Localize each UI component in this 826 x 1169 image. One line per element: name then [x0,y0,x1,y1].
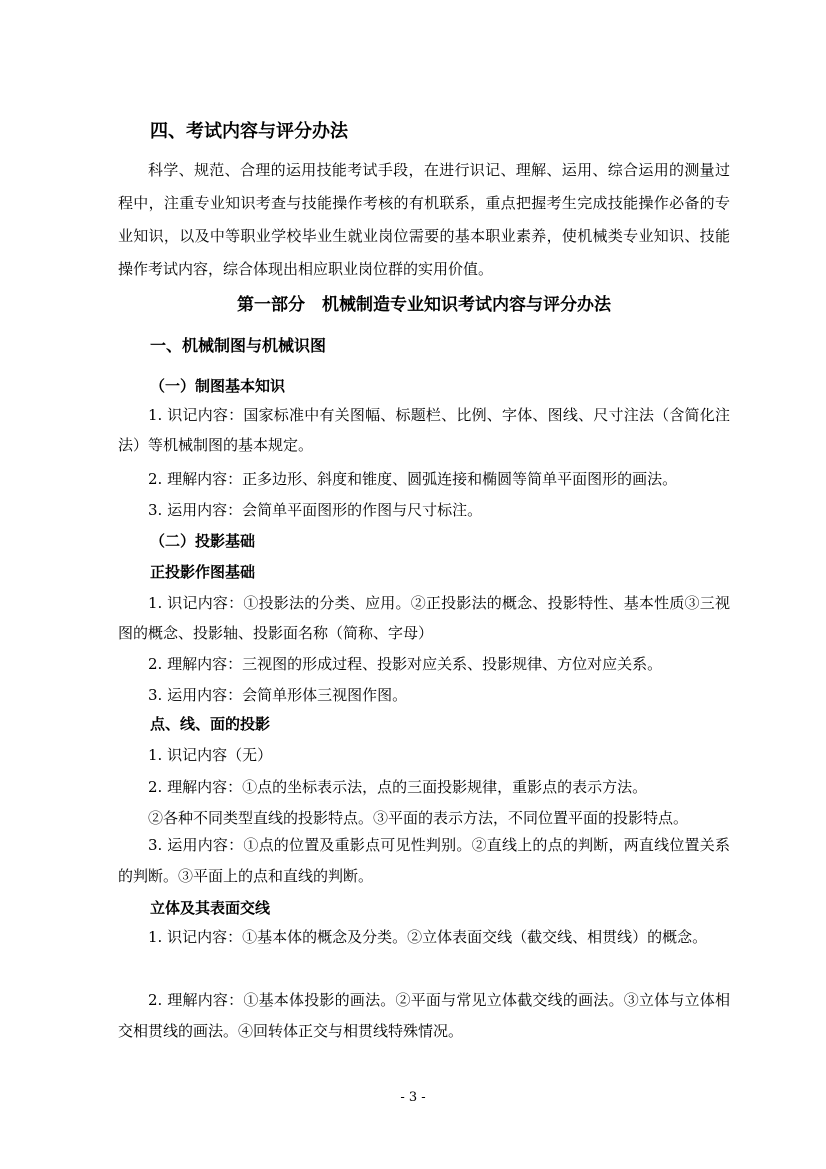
group-title-1: 正投影作图基础 [150,563,256,581]
page-number: - 3 - [400,1090,426,1105]
paragraph-3-2: 2. 理解内容：①点的坐标表示法，点的三面投影规律，重影点的表示方法。 [148,778,648,796]
group-title-3: 立体及其表面交线 [150,899,271,917]
part-title: 第一部分 机械制造专业知识考试内容与评分办法 [237,295,611,315]
paragraph-1-2: 2. 理解内容：正多边形、斜度和锥度、圆弧连接和椭圆等简单平面图形的画法。 [148,470,678,488]
subsection-title-2: （二）投影基础 [150,532,256,550]
paragraph-3-1: 1. 识记内容（无） [148,746,273,764]
chapter-title: 一、机械制图与机械识图 [150,336,327,355]
group-title-2: 点、线、面的投影 [150,715,271,733]
paragraph-1-1: 1. 识记内容：国家标准中有关图幅、标题栏、比例、字体、图线、尺寸注法（含简化注法）等机械制图的基本规定。 [118,406,730,454]
paragraph-2-3: 3. 运用内容：会简单形体三视图作图。 [148,686,408,704]
paragraph-4-1: 1. 识记内容：①基本体的概念及分类。②立体表面交线（截交线、相贯线）的概念。 [148,928,708,946]
paragraph-2-2: 2. 理解内容：三视图的形成过程、投影对应关系、投影规律、方位对应关系。 [148,655,663,673]
paragraph-3-2b: ②各种不同类型直线的投影特点。③平面的表示方法，不同位置平面的投影特点。 [148,809,689,827]
paragraph-3-3: 3. 运用内容：①点的位置及重影点可见性判别。②直线上的点的判断，两直线位置关系的判断。③平面上的点和直线的判断。 [118,836,730,885]
paragraph-1-3: 3. 运用内容：会简单平面图形的作图与尺寸标注。 [148,501,483,519]
paragraph-4-2: 2. 理解内容：①基本体投影的画法。②平面与常见立体截交线的画法。③立体与立体相交相贯线的画法。④回转体正交与相贯线特殊情况。 [118,991,730,1040]
section-title: 四、考试内容与评分办法 [150,121,348,142]
paragraph-2-1: 1. 识记内容：①投影法的分类、应用。②正投影法的概念、投影特性、基本性质③三视图的概念、投影轴、投影面名称（简称、字母） [118,594,730,642]
subsection-title-1: （一）制图基本知识 [150,377,286,395]
intro-paragraph: 科学、规范、合理的运用技能考试手段，在进行识记、理解、运用、综合运用的测量过程中，注重专业知识考查与技能操作考核的有机联系，重点把握考生完成技能操作必备的专业知识，以及中等职业学校毕业生就业岗位需要的基本职业素养，使机械类专业知识、技能操作考试内容，综合体现出相应职业岗位群的实用价值。 [118,161,730,278]
